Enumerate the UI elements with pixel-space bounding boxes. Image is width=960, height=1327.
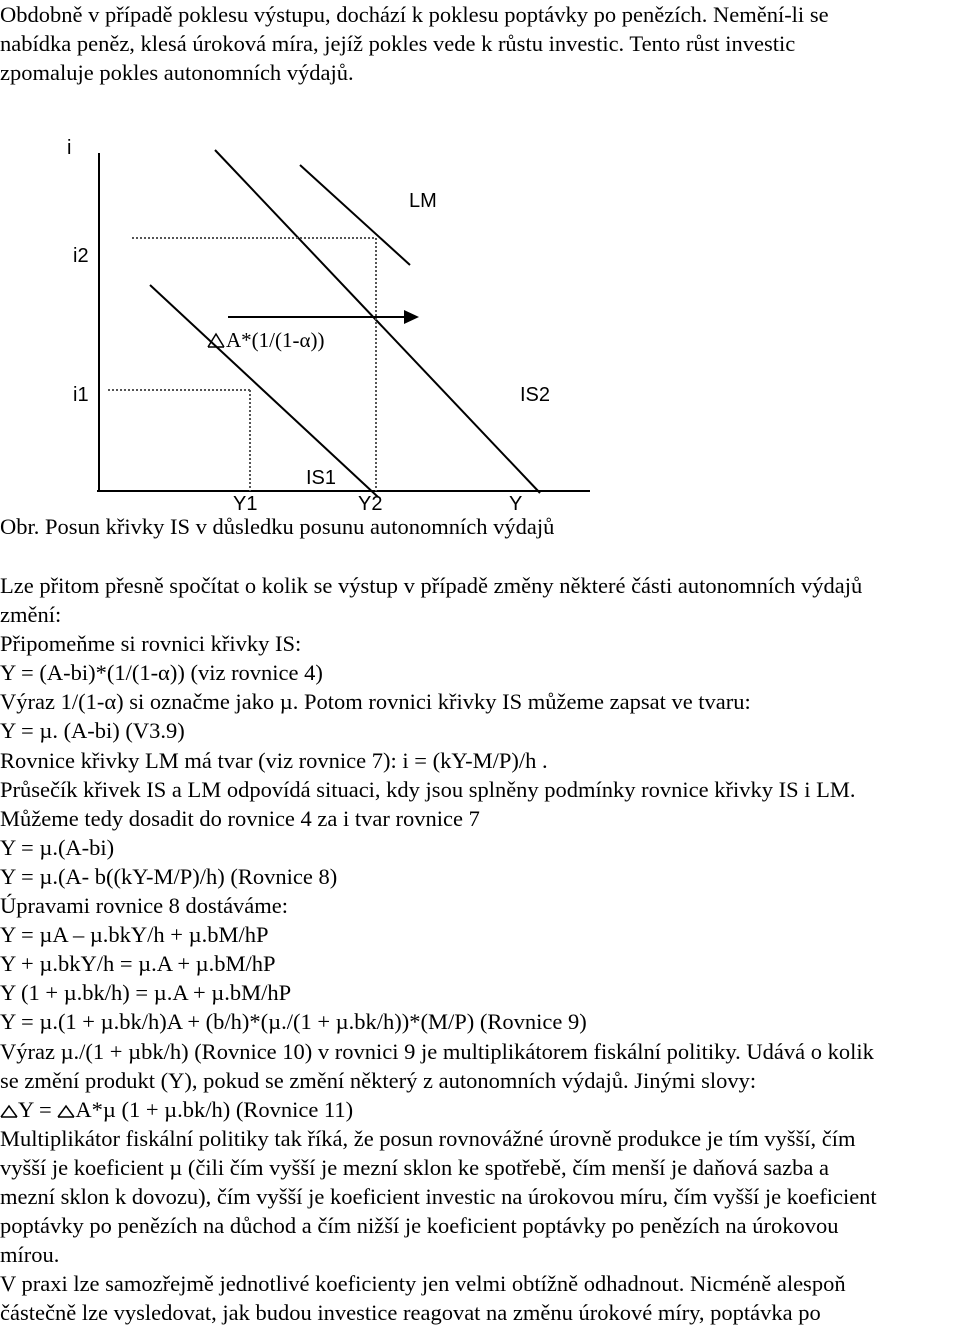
text-line: Y = µ.(A-bi) xyxy=(0,834,115,860)
text-line: Y + µ.bkY/h = µ.A + µ.bM/hP xyxy=(0,951,276,977)
lm-curve xyxy=(215,150,540,493)
equation-11-left: Y = xyxy=(18,1096,58,1122)
text-line: Y = µ.(1 + µ.bk/h)A + (b/h)*(µ./(1 + µ.bk/h))*(M/P) (Rovnice 9) xyxy=(0,1009,587,1035)
text-line: Můžeme tedy dosadit do rovnice 4 za i tvar rovnice 7 xyxy=(0,805,480,831)
intro-paragraph xyxy=(0,0,958,87)
figure-caption: Obr. Posun křivky IS v důsledku posunu autonomních výdajů xyxy=(0,514,555,539)
text-line: Připomeňme si rovnici křivky IS: xyxy=(0,631,302,657)
text-line: Y = µA – µ.bkY/h + µ.bM/hP xyxy=(0,922,269,948)
is1-label: IS1 xyxy=(306,467,337,489)
intro-line: Obdobně v případě poklesu výstupu, dochází k poklesu poptávky po penězích. Nemění-li se xyxy=(0,2,829,27)
text-line: Y = µ.(A- b((kY-M/P)/h) (Rovnice 8) xyxy=(0,863,338,889)
shift-label: A*(1/(1-α)) xyxy=(226,328,325,352)
text-line: vyšší je koeficient µ (čili čím vyšší je mezní sklon ke spotřebě, čím menší je daňová sazba a xyxy=(0,1154,829,1180)
text-line: Průsečík křivek IS a LM odpovídá situaci, kdy jsou splněny podmínky rovnice křivky IS i LM. xyxy=(0,776,856,802)
i1-label: i1 xyxy=(73,384,89,406)
lm-label: LM xyxy=(409,190,437,212)
text-line: mezní sklon k dovozu), čím vyšší je koeficient investic na úrokovou míru, čím vyšší je koeficient xyxy=(0,1183,877,1209)
delta-icon xyxy=(0,1104,18,1118)
y1-label: Y1 xyxy=(233,493,258,515)
text-line: Multiplikátor fiskální politiky tak říká, že posun rovnovážné úrovně produkce je tím vyšší, čím xyxy=(0,1125,856,1151)
intro-line: nabídka peněz, klesá úroková míra, jejíž pokles vede k růstu investic. Tento růst investic xyxy=(0,31,796,56)
text-line: Y (1 + µ.bk/h) = µ.A + µ.bM/hP xyxy=(0,980,292,1006)
text-line: V praxi lze samozřejmě jednotlivé koeficienty jen velmi obtížně odhadnout. Nicméně alespoň xyxy=(0,1271,846,1297)
text-line: se změní produkt (Y), pokud se změní některý z autonomních výdajů. Jinými slovy: xyxy=(0,1067,757,1093)
equation-11 xyxy=(0,1095,958,1124)
intro-line: zpomaluje pokles autonomních výdajů. xyxy=(0,60,354,85)
text-line: mírou. xyxy=(0,1242,60,1268)
axis-y-label: i xyxy=(67,137,72,159)
is2-label: IS2 xyxy=(520,384,551,406)
text-line: částečně lze vysledovat, jak budou investice reagovat na změnu úrokové míry, poptávka po xyxy=(0,1300,821,1326)
text-line: změní: xyxy=(0,602,62,628)
axis-x-label: Y xyxy=(509,493,523,515)
text-line: Y = (A-bi)*(1/(1-α)) (viz rovnice 4) xyxy=(0,660,323,686)
text-line: Y = µ. (A-bi) (V3.9) xyxy=(0,718,185,744)
text-line: Úpravami rovnice 8 dostáváme: xyxy=(0,893,289,919)
i2-label: i2 xyxy=(73,245,89,267)
text-line: Rovnice křivky LM má tvar (viz rovnice 7): i = (kY-M/P)/h . xyxy=(0,747,548,773)
delta-icon xyxy=(57,1104,75,1118)
text-line: Výraz µ./(1 + µbk/h) (Rovnice 10) v rovnici 9 je multiplikátorem fiskální politiky. Udává o kolik xyxy=(0,1038,874,1064)
text-line: Výraz 1/(1-α) si označme jako µ. Potom rovnici křivky IS můžeme zapsat ve tvaru: xyxy=(0,689,751,715)
is-lm-diagram xyxy=(0,125,620,515)
text-line: poptávky po penězích na důchod a čím nižší je koeficient poptávky po penězích na úrokovou xyxy=(0,1213,839,1239)
y2-label: Y2 xyxy=(358,493,383,515)
body-text xyxy=(0,571,958,1327)
equation-11-right: A*µ (1 + µ.bk/h) (Rovnice 11) xyxy=(75,1096,354,1122)
text-line: Lze přitom přesně spočítat o kolik se výstup v případě změny některé části autonomních výdajů xyxy=(0,573,863,598)
arrow-head-icon xyxy=(404,310,419,324)
is2-curve xyxy=(300,165,410,265)
